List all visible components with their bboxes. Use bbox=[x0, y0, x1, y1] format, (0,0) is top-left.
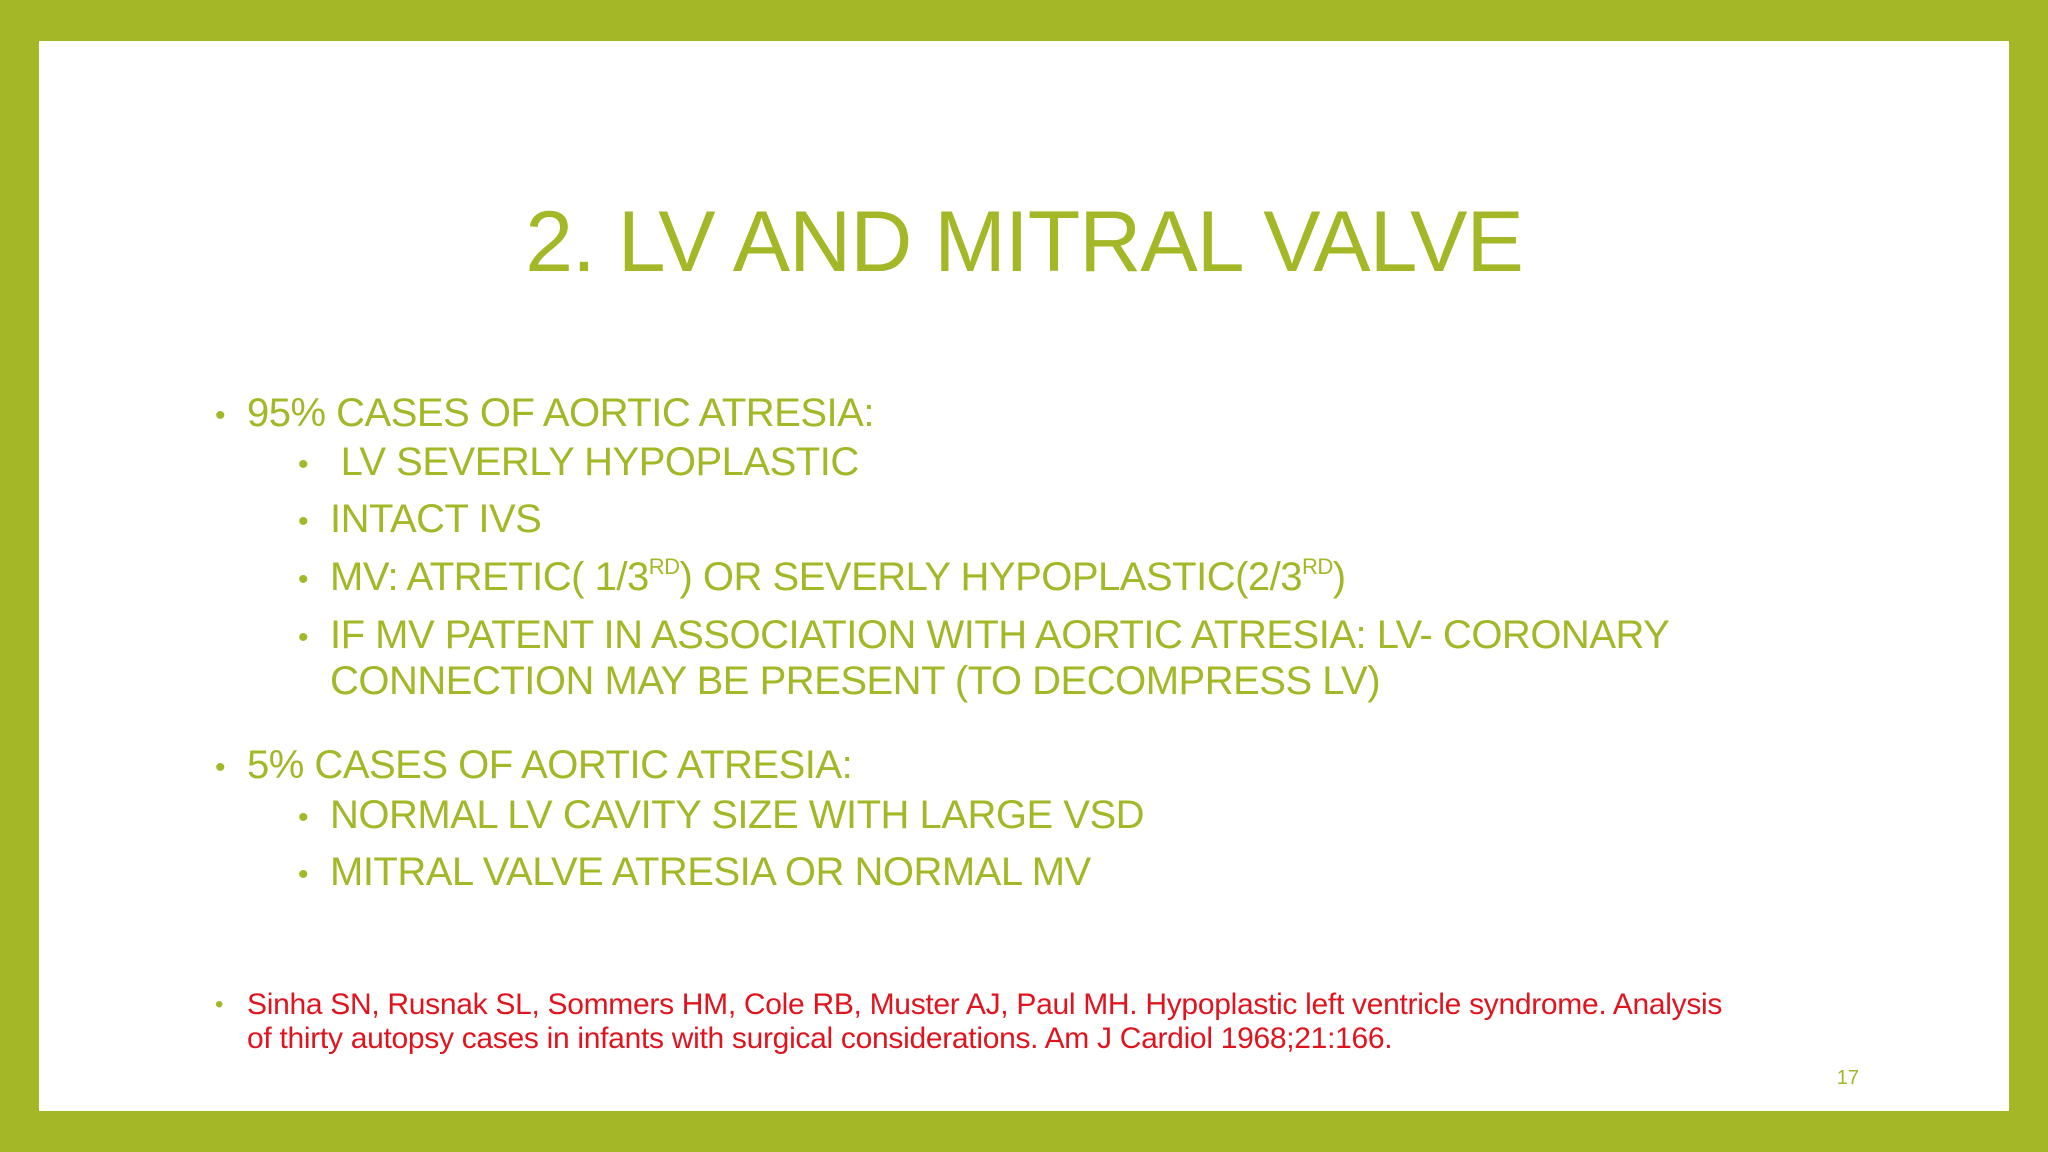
slide bbox=[39, 41, 2009, 1111]
mv-text-pre: MV: ATRETIC( 1/3 bbox=[330, 555, 649, 599]
bullet-icon: • bbox=[298, 801, 309, 834]
bullet-icon: • bbox=[215, 991, 224, 1018]
mv-superscript-1: RD bbox=[648, 554, 680, 579]
reference-line-2: of thirty autopsy cases in infants with surgical considerations. Am J Cardiol 1968;21:166. bbox=[247, 1022, 1393, 1055]
bullet-item-mitral-atresia: MITRAL VALVE ATRESIA OR NORMAL MV bbox=[330, 850, 1091, 894]
slide-title: 2. LV AND MITRAL VALVE bbox=[525, 194, 1523, 290]
mv-text-post: ) bbox=[1332, 555, 1346, 599]
bullet-icon: • bbox=[215, 751, 226, 784]
bullet-icon: • bbox=[215, 399, 226, 432]
bullet-icon: • bbox=[298, 563, 309, 596]
bullet-item-normal-lv: NORMAL LV CAVITY SIZE WITH LARGE VSD bbox=[330, 793, 1145, 837]
mv-text-mid: ) OR SEVERLY HYPOPLASTIC(2/3 bbox=[679, 555, 1303, 599]
bullet-item-95-percent: 95% CASES OF AORTIC ATRESIA: bbox=[247, 391, 874, 435]
reference-citation bbox=[247, 988, 1867, 1056]
bullet-list bbox=[39, 41, 2009, 1111]
bullet-item-mv-atretic bbox=[330, 554, 1346, 600]
page-number: 17 bbox=[1836, 1067, 1859, 1089]
mv-patent-line-2: CONNECTION MAY BE PRESENT (TO DECOMPRESS LV) bbox=[330, 659, 1381, 703]
bullet-icon: • bbox=[298, 858, 309, 891]
bullet-icon: • bbox=[298, 448, 309, 481]
bullet-item-intact-ivs: INTACT IVS bbox=[330, 497, 542, 541]
bullet-item-lv-hypoplastic: LV SEVERLY HYPOPLASTIC bbox=[330, 440, 859, 484]
mv-superscript-2: RD bbox=[1302, 554, 1333, 579]
bullet-icon: • bbox=[298, 505, 309, 538]
bullet-item-mv-patent bbox=[330, 612, 1669, 704]
bullet-icon: • bbox=[298, 621, 309, 654]
reference-line-1: Sinha SN, Rusnak SL, Sommers HM, Cole RB, Muster AJ, Paul MH. Hypoplastic left ventricle syndrome. Analysis bbox=[247, 988, 1723, 1021]
mv-patent-line-1: IF MV PATENT IN ASSOCIATION WITH AORTIC ATRESIA: LV- CORONARY bbox=[330, 613, 1670, 657]
bullet-item-5-percent: 5% CASES OF AORTIC ATRESIA: bbox=[247, 743, 853, 787]
